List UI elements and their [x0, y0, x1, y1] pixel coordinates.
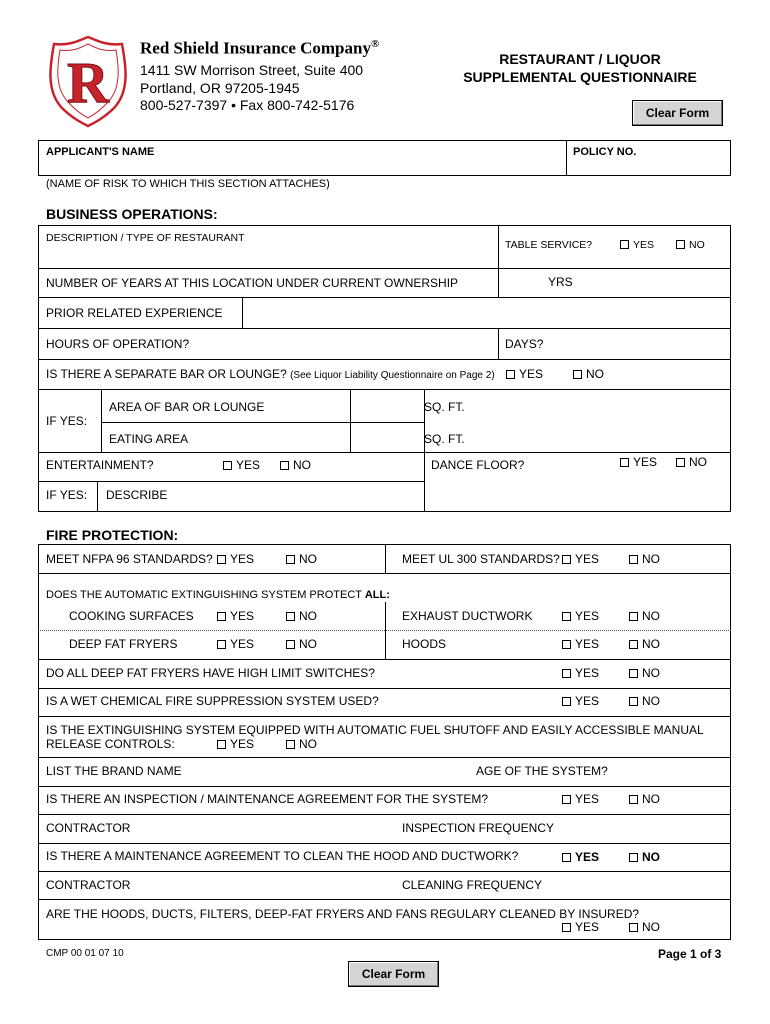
regularly-cleaned-label: ARE THE HOODS, DUCTS, FILTERS, DEEP-FAT FRYERS AND FANS REGULARY CLEANED BY INSURED? — [46, 907, 640, 921]
clear-form-button-top[interactable]: Clear Form — [632, 100, 723, 126]
policy-no-label: POLICY NO. — [573, 146, 637, 158]
entertainment-no-checkbox[interactable] — [280, 461, 289, 470]
nfpa-yes-checkbox[interactable] — [217, 555, 226, 564]
table-service-label: TABLE SERVICE? — [505, 239, 593, 251]
eating-area-label: EATING AREA — [109, 432, 189, 446]
form-title-line-1: RESTAURANT / LIQUOR — [499, 51, 661, 67]
bar-no[interactable]: NO — [573, 367, 604, 381]
form-code: CMP 00 01 07 10 — [46, 948, 124, 959]
protect-all-question: DOES THE AUTOMATIC EXTINGUISHING SYSTEM PROTECT ALL: — [46, 589, 390, 601]
nfpa-label: MEET NFPA 96 STANDARDS? — [46, 552, 213, 566]
bar-yes-checkbox[interactable] — [506, 370, 515, 379]
fuel-shutoff-yes[interactable]: YES — [217, 737, 254, 751]
bar-area-label: AREA OF BAR OR LOUNGE — [109, 400, 265, 414]
ul-yes[interactable]: YES — [562, 552, 599, 566]
entertainment-yes-checkbox[interactable] — [223, 461, 232, 470]
deep-fat-fryers-label: DEEP FAT FRYERS — [69, 637, 178, 651]
bar-yes[interactable]: YES — [506, 367, 543, 381]
bar-if-yes-label: IF YES: — [46, 414, 88, 428]
ul-no[interactable]: NO — [629, 552, 660, 566]
fuel-shutoff-line-1: IS THE EXTINGUISHING SYSTEM EQUIPPED WITH AUTOMATIC FUEL SHUTOFF AND EASILY ACCESSIBLE MANUAL — [46, 723, 704, 737]
hours-label: HOURS OF OPERATION? — [46, 337, 190, 351]
inspection-frequency-label: INSPECTION FREQUENCY — [402, 821, 555, 835]
system-age-label: AGE OF THE SYSTEM? — [476, 764, 608, 778]
policy-no-input[interactable] — [568, 160, 728, 174]
yrs-label: YRS — [548, 275, 573, 289]
description-label: DESCRIPTION / TYPE OF RESTAURANT — [46, 232, 245, 244]
prior-experience-label: PRIOR RELATED EXPERIENCE — [46, 306, 223, 320]
describe-label: DESCRIBE — [106, 488, 168, 502]
wet-chemical-yes[interactable]: YES — [562, 694, 599, 708]
regularly-cleaned-yes-checkbox[interactable] — [562, 923, 571, 932]
high-limit-yes[interactable]: YES — [562, 666, 599, 680]
inspection-agreement-label: IS THERE AN INSPECTION / MAINTENANCE AGREEMENT FOR THE SYSTEM? — [46, 792, 489, 806]
exhaust-ductwork-label: EXHAUST DUCTWORK — [402, 609, 533, 623]
fuel-shutoff-line-2: RELEASE CONTROLS: — [46, 737, 175, 751]
inspection-agreement-no[interactable]: NO — [629, 792, 660, 806]
logo-letter: R — [67, 50, 109, 115]
hood-agreement-yes-checkbox[interactable] — [562, 853, 571, 862]
table-service-yes-checkbox[interactable] — [620, 240, 629, 249]
cleaning-frequency-label: CLEANING FREQUENCY — [402, 878, 543, 892]
entertainment-if-yes-label: IF YES: — [46, 488, 88, 502]
nfpa-yes[interactable]: YES — [217, 552, 254, 566]
days-label: DAYS? — [505, 337, 544, 351]
clear-form-button-bottom[interactable]: Clear Form — [348, 961, 439, 987]
eating-area-sqft-label: SQ. FT. — [424, 432, 465, 446]
fire-protection-heading: FIRE PROTECTION: — [46, 527, 179, 543]
fuel-shutoff-no-checkbox[interactable] — [286, 740, 295, 749]
years-label: NUMBER OF YEARS AT THIS LOCATION UNDER CURRENT OWNERSHIP — [46, 276, 459, 290]
regularly-cleaned-yes[interactable]: YES — [562, 920, 599, 934]
address-line-2: Portland, OR 97205-1945 — [140, 80, 300, 96]
hood-agreement-label: IS THERE A MAINTENANCE AGREEMENT TO CLEAN THE HOOD AND DUCTWORK? — [46, 849, 519, 863]
nfpa-no[interactable]: NO — [286, 552, 317, 566]
dance-floor-no-checkbox[interactable] — [676, 458, 685, 467]
table-service-no-checkbox[interactable] — [676, 240, 685, 249]
hoods-no-checkbox[interactable] — [629, 640, 638, 649]
hoods-yes-checkbox[interactable] — [562, 640, 571, 649]
inspection-agreement-no-checkbox[interactable] — [629, 795, 638, 804]
fryers-no-checkbox[interactable] — [286, 640, 295, 649]
cooking-surfaces-label: COOKING SURFACES — [69, 609, 194, 623]
ul-no-checkbox[interactable] — [629, 555, 638, 564]
hood-agreement-yes[interactable]: YES — [562, 850, 599, 864]
dance-floor-label: DANCE FLOOR? — [431, 458, 525, 472]
prior-experience-input[interactable] — [244, 299, 729, 326]
business-operations-heading: BUSINESS OPERATIONS: — [46, 206, 218, 222]
entertainment-yes[interactable]: YES — [223, 458, 260, 472]
fryers-yes-checkbox[interactable] — [217, 640, 226, 649]
cooking-no[interactable]: NO — [286, 609, 317, 623]
brand-name-label: LIST THE BRAND NAME — [46, 764, 182, 778]
dance-floor-yes-checkbox[interactable] — [620, 458, 629, 467]
page-number: Page 1 of 3 — [658, 947, 722, 961]
ul-yes-checkbox[interactable] — [562, 555, 571, 564]
wet-chemical-yes-checkbox[interactable] — [562, 697, 571, 706]
dance-floor-yes[interactable]: YES — [620, 455, 657, 469]
fryers-no[interactable]: NO — [286, 637, 317, 651]
hood-agreement-no-checkbox[interactable] — [629, 853, 638, 862]
cooking-no-checkbox[interactable] — [286, 612, 295, 621]
bar-no-checkbox[interactable] — [573, 370, 582, 379]
fuel-shutoff-no[interactable]: NO — [286, 737, 317, 751]
company-name: Red Shield Insurance Company® — [140, 38, 380, 58]
high-limit-no[interactable]: NO — [629, 666, 660, 680]
regularly-cleaned-no-checkbox[interactable] — [629, 923, 638, 932]
applicant-name-input[interactable] — [40, 160, 564, 174]
hoods-label: HOODS — [402, 637, 447, 651]
bar-question: IS THERE A SEPARATE BAR OR LOUNGE? (See Liquor Liability Questionnaire on Page 2) — [46, 367, 495, 381]
entertainment-label: ENTERTAINMENT? — [46, 458, 154, 472]
exhaust-no-checkbox[interactable] — [629, 612, 638, 621]
high-limit-no-checkbox[interactable] — [629, 669, 638, 678]
entertainment-no[interactable]: NO — [280, 458, 311, 472]
table-service-yes[interactable]: YES — [620, 238, 654, 252]
fuel-shutoff-yes-checkbox[interactable] — [217, 740, 226, 749]
phone-fax-line: 800-527-7397 • Fax 800-742-5176 — [140, 97, 355, 113]
registered-mark: ® — [370, 38, 380, 50]
fryers-yes[interactable]: YES — [217, 637, 254, 651]
table-service-no[interactable]: NO — [676, 238, 705, 252]
regularly-cleaned-no[interactable]: NO — [629, 920, 660, 934]
red-shield-logo — [44, 36, 132, 128]
cooking-yes-checkbox[interactable] — [217, 612, 226, 621]
applicant-note: (NAME OF RISK TO WHICH THIS SECTION ATTACHES) — [46, 178, 330, 190]
cooking-yes[interactable]: YES — [217, 609, 254, 623]
inspection-contractor-label: CONTRACTOR — [46, 821, 131, 835]
exhaust-yes-checkbox[interactable] — [562, 612, 571, 621]
hoods-no[interactable]: NO — [629, 637, 660, 651]
applicant-name-label: APPLICANT'S NAME — [46, 146, 155, 158]
hood-agreement-no[interactable]: NO — [629, 850, 660, 864]
address-line-1: 1411 SW Morrison Street, Suite 400 — [140, 62, 364, 78]
bar-note: (See Liquor Liability Questionnaire on Page 2) — [290, 370, 495, 381]
dance-floor-no[interactable]: NO — [676, 455, 707, 469]
cleaning-contractor-label: CONTRACTOR — [46, 878, 131, 892]
high-limit-yes-checkbox[interactable] — [562, 669, 571, 678]
wet-chemical-no[interactable]: NO — [629, 694, 660, 708]
wet-chemical-label: IS A WET CHEMICAL FIRE SUPPRESSION SYSTEM USED? — [46, 694, 379, 708]
hoods-yes[interactable]: YES — [562, 637, 599, 651]
wet-chemical-no-checkbox[interactable] — [629, 697, 638, 706]
nfpa-no-checkbox[interactable] — [286, 555, 295, 564]
exhaust-no[interactable]: NO — [629, 609, 660, 623]
form-title-line-2: SUPPLEMENTAL QUESTIONNAIRE — [463, 69, 697, 85]
high-limit-label: DO ALL DEEP FAT FRYERS HAVE HIGH LIMIT SWITCHES? — [46, 666, 375, 680]
ul-label: MEET UL 300 STANDARDS? — [402, 552, 560, 566]
exhaust-yes[interactable]: YES — [562, 609, 599, 623]
bar-area-sqft-label: SQ. FT. — [424, 400, 465, 414]
inspection-agreement-yes-checkbox[interactable] — [562, 795, 571, 804]
inspection-agreement-yes[interactable]: YES — [562, 792, 599, 806]
